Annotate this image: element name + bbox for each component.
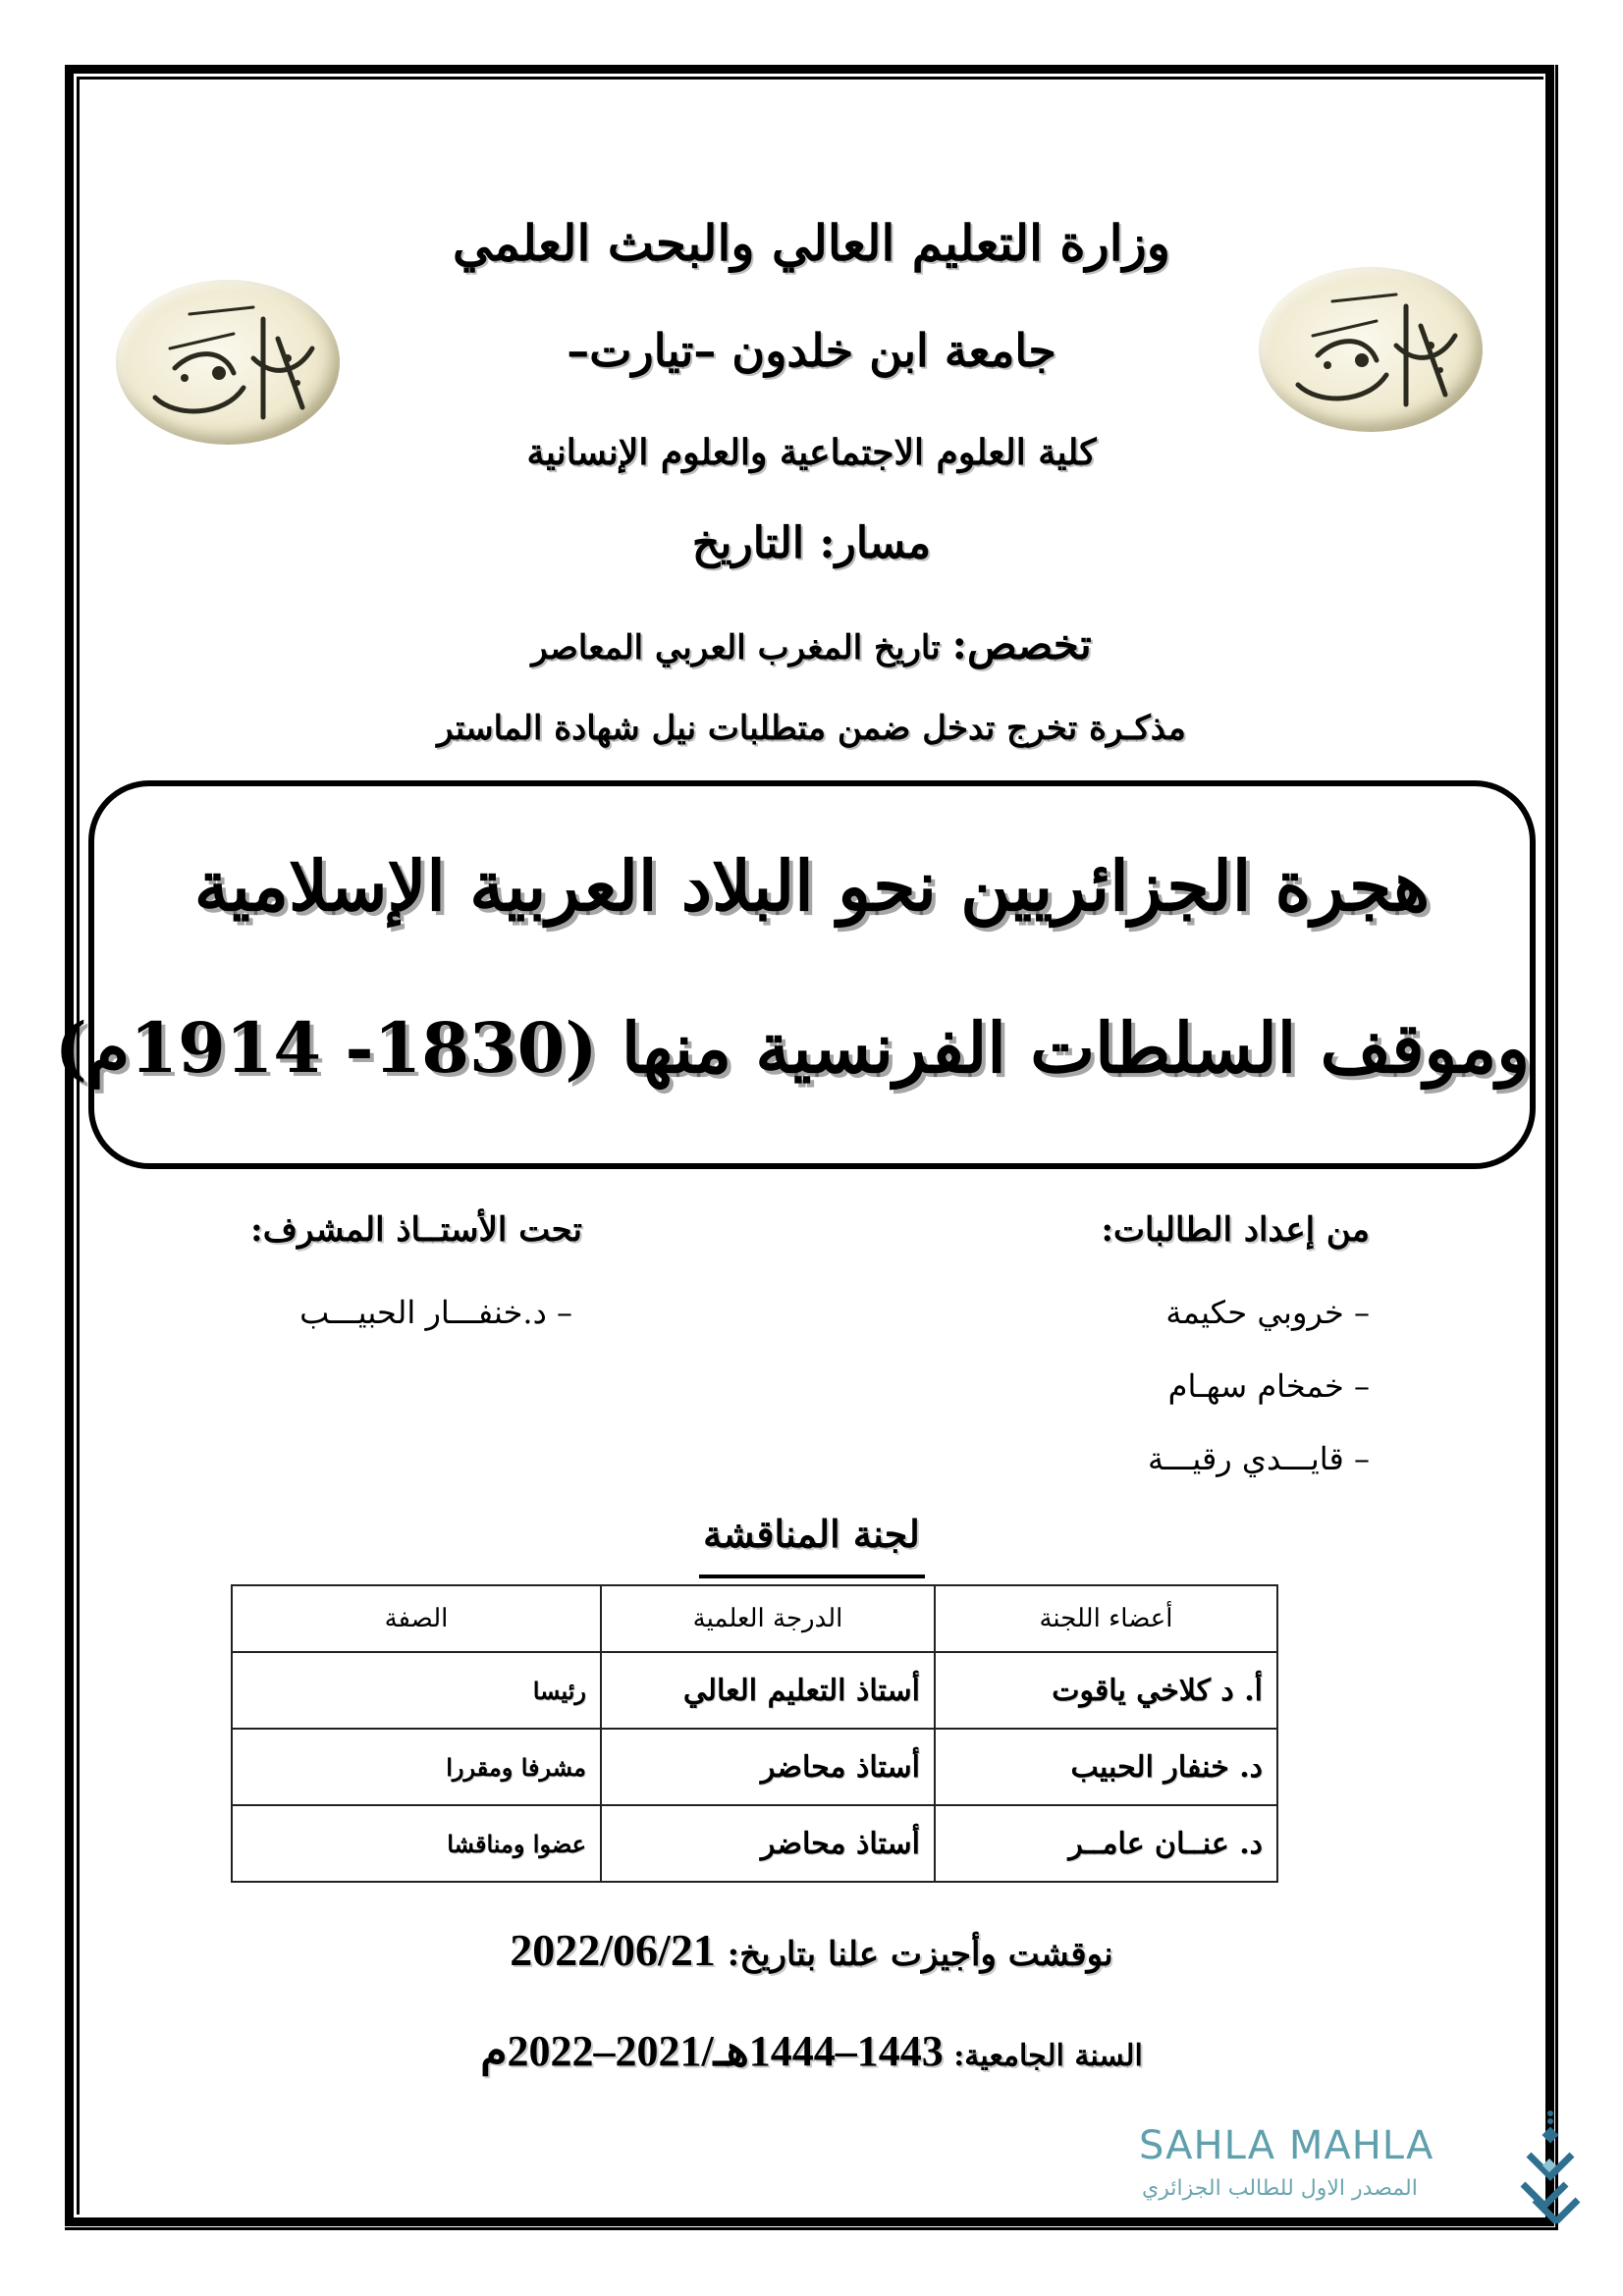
table-header-row [232, 1585, 1277, 1652]
faculty-name: كلية العلوم الاجتماعية والعلوم الإنسانية [526, 432, 1097, 473]
university-name: جامعة ابن خلدون –تيارت– [567, 324, 1056, 377]
table-row [232, 1652, 1277, 1729]
defense-date-value: 2022/06/21 [510, 1925, 716, 1975]
committee-role: مشرفا ومقررا [232, 1729, 601, 1805]
table-row [232, 1729, 1277, 1805]
student-name: – خروبي حكيمة [1165, 1294, 1370, 1331]
committee-member: د. عنــان عامــر [935, 1805, 1277, 1882]
specialization-value: تاريخ المغرب العربي المعاصر [531, 628, 941, 667]
sahla-mahla-watermark [1134, 2106, 1556, 2223]
committee-table [231, 1584, 1278, 1883]
academic-year-value: 1443–1444هـ/2021–2022م [480, 2027, 944, 2075]
column-header-member: أعضاء اللجنة [935, 1585, 1277, 1652]
committee-role: عضوا ومناقشا [232, 1805, 601, 1882]
supervisor-name: – د.خنفـــار الحبيـــب [299, 1294, 572, 1331]
academic-year-line [0, 2026, 1623, 2076]
defense-date-line [0, 1924, 1623, 1976]
committee-member: د. خنفار الحبيب [935, 1729, 1277, 1805]
committee-grade: أستاذ محاضر [601, 1729, 935, 1805]
students-heading: من إعداد الطالبات: [1101, 1210, 1370, 1250]
column-header-role: الصفة [232, 1585, 601, 1652]
thesis-title-line-2: وموقف السلطات الفرنسية منها (1830- 1914م) [54, 1007, 1530, 1089]
ministry-name: وزارة التعليم العالي والبحث العلمي [453, 214, 1170, 272]
thesis-title-line-1: هجرة الجزائريين نحو البلاد العربية الإسلامية [193, 845, 1431, 927]
thesis-title-box [54, 780, 1536, 1169]
academic-year-label: السنة الجامعية: [953, 2039, 1143, 2073]
track-label: مسار: التاريخ [691, 518, 932, 568]
watermark-arabic-text: المصدر الاول للطالب الجزائري [1142, 2176, 1418, 2201]
student-name: – قايـــدي رقيـــة [1148, 1440, 1370, 1477]
sahla-mahla-emblem-icon [1515, 2106, 1584, 2223]
supervisor-heading: تحت الأستــاذ المشرف: [250, 1210, 582, 1250]
watermark-latin-text: SAHLA MAHLA [1139, 2123, 1434, 2168]
committee-title-underline [699, 1575, 925, 1578]
memoir-note: مذكـرة تخرج تدخل ضمن متطلبات نيل شهادة الماستر [437, 709, 1186, 748]
committee-grade: أستاذ التعليم العالي [601, 1652, 935, 1729]
defense-date-label: نوقشت وأجيزت علنا بتاريخ: [727, 1935, 1113, 1974]
specialization-label: تخصص: [951, 620, 1092, 668]
specialization [0, 620, 1623, 668]
student-name: – خمخام سهـام [1167, 1367, 1370, 1405]
committee-role: رئيسا [232, 1652, 601, 1729]
table-row [232, 1805, 1277, 1882]
committee-title: لجنة المناقشة [703, 1512, 920, 1556]
committee-member: أ. د كلاخي ياقوت [935, 1652, 1277, 1729]
column-header-grade: الدرجة العلمية [601, 1585, 935, 1652]
committee-grade: أستاذ محاضر [601, 1805, 935, 1882]
